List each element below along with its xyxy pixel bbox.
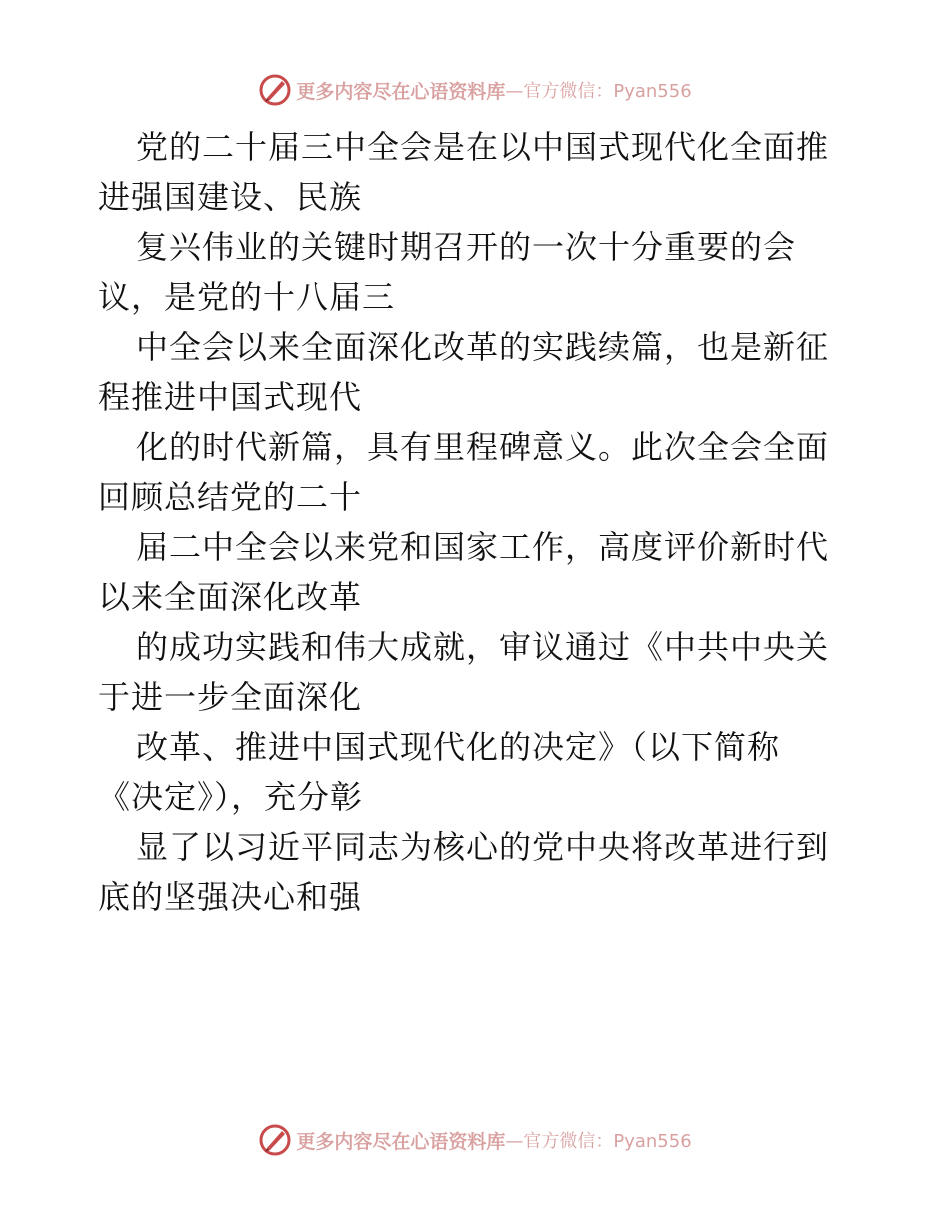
paragraph (98, 422, 858, 522)
banner-main-text: 更多内容尽在心语资料库 (296, 1130, 506, 1153)
footer-banner (0, 1120, 950, 1160)
header-banner (0, 70, 950, 110)
paragraph-line: 程推进中国式现代 (98, 378, 363, 416)
paragraph (98, 122, 858, 222)
paragraph (98, 722, 858, 822)
paragraph (98, 522, 858, 622)
paragraph-line: 的成功实践和伟大成就，审议通过《中共中央关 (136, 628, 830, 666)
pen-nib-logo-icon (258, 73, 292, 107)
paragraph-line: 中全会以来全面深化改革的实践续篇，也是新征 (136, 328, 830, 366)
document-body (98, 122, 858, 922)
paragraph (98, 322, 858, 422)
paragraph (98, 822, 858, 922)
paragraph (98, 222, 858, 322)
banner-sub-text: —官方微信：Pyan556 (505, 1131, 692, 1152)
paragraph-line: 《决定》），充分彰 (98, 778, 364, 816)
paragraph-line: 显了以习近平同志为核心的党中央将改革进行到 (136, 828, 830, 866)
paragraph-line: 进强国建设、民族 (98, 178, 363, 216)
pen-nib-logo-icon (258, 1123, 292, 1157)
paragraph-line: 以来全面深化改革 (98, 578, 363, 616)
paragraph-line: 复兴伟业的关键时期召开的一次十分重要的会 (136, 228, 797, 266)
paragraph-line: 届二中全会以来党和国家工作，高度评价新时代 (136, 528, 830, 566)
paragraph-line: 党的二十届三中全会是在以中国式现代化全面推 (136, 128, 830, 166)
paragraph-line: 底的坚强决心和强 (98, 878, 363, 916)
paragraph-line: 回顾总结党的二十 (98, 478, 363, 516)
paragraph-line: 于进一步全面深化 (98, 678, 363, 716)
paragraph-line: 化的时代新篇，具有里程碑意义。此次全会全面 (136, 428, 830, 466)
paragraph-line: 改革、推进中国式现代化的决定》（以下简称 (136, 728, 781, 766)
paragraph (98, 622, 858, 722)
paragraph-line: 议，是党的十八届三 (98, 278, 396, 316)
banner-main-text: 更多内容尽在心语资料库 (296, 80, 506, 103)
banner-sub-text: —官方微信：Pyan556 (505, 81, 692, 102)
